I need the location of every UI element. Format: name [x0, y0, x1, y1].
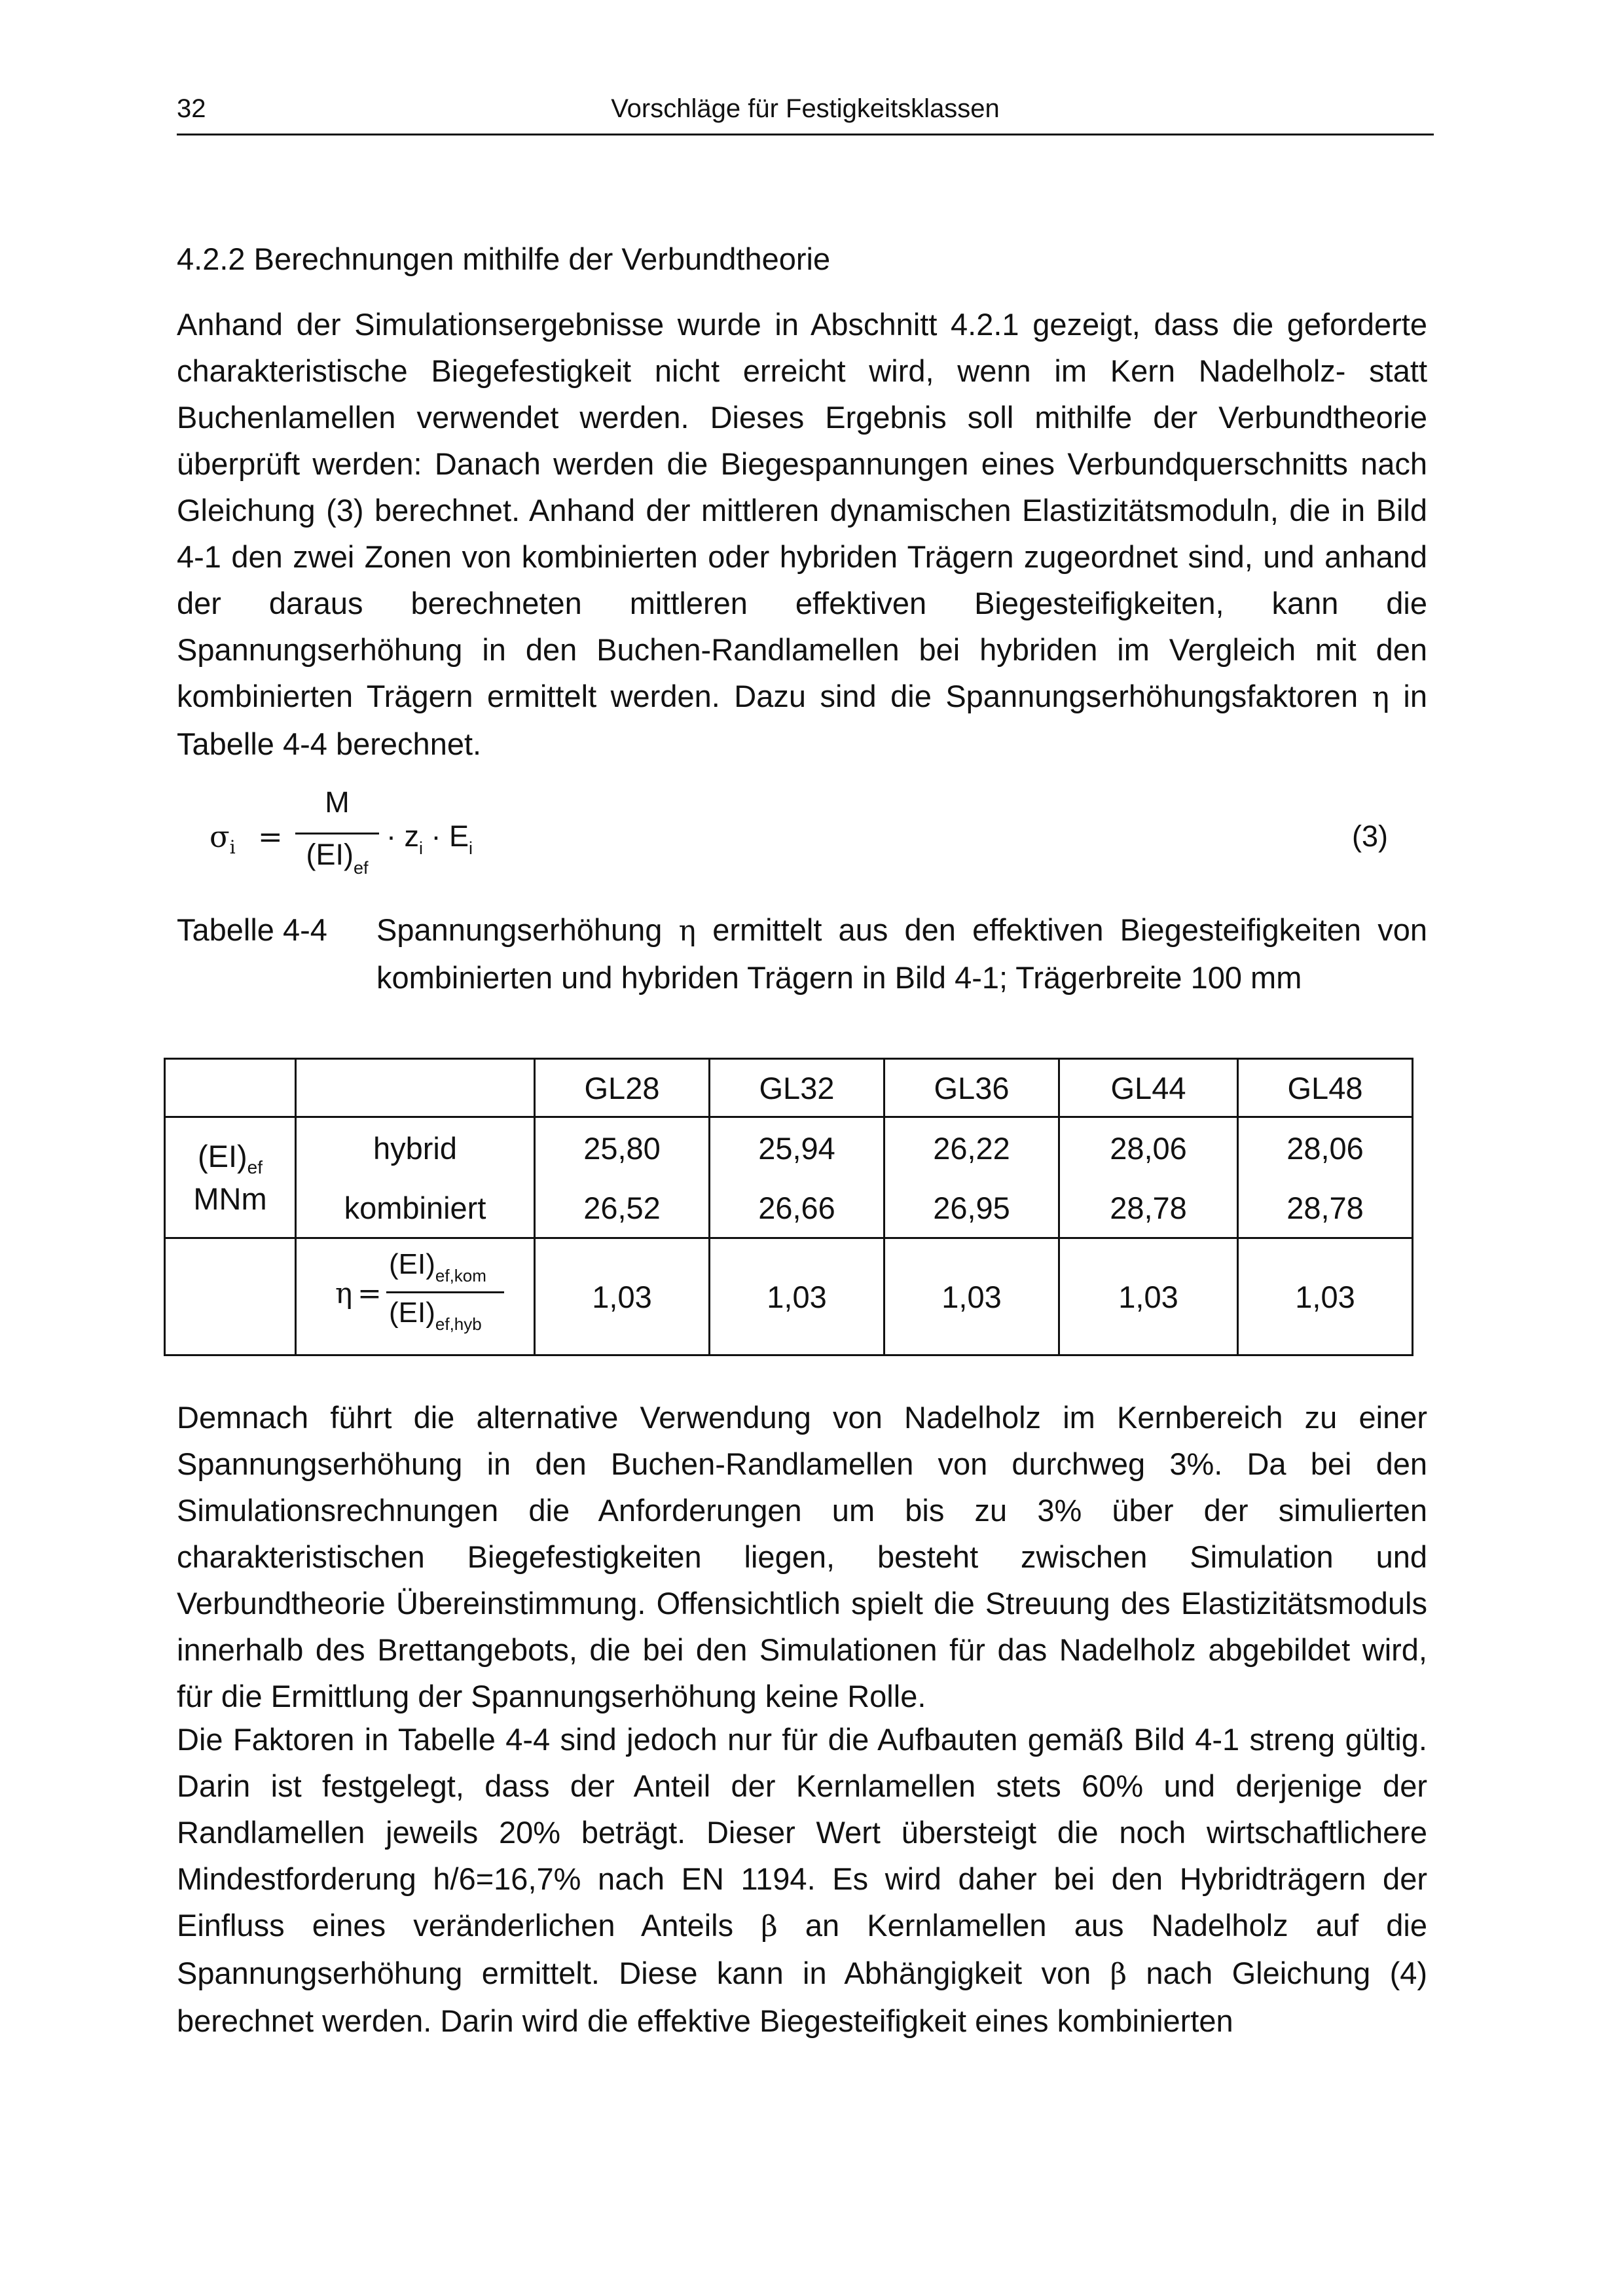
table-cell: 1,03: [710, 1238, 884, 1355]
table-cell: 26,22: [884, 1117, 1059, 1179]
eta-formula-cell: [296, 1238, 535, 1355]
eta-symbol: η: [335, 1276, 353, 1310]
paragraph-1-text-end: in Tabelle 4-4 berechnet.: [177, 679, 1427, 761]
table-cell: 28,78: [1059, 1178, 1238, 1238]
table-row-hybrid: [165, 1117, 1413, 1179]
table-cell: 28,06: [1059, 1117, 1238, 1179]
eta-formula: [317, 1244, 513, 1342]
table-caption-label: Tabelle 4-4: [177, 912, 327, 947]
fraction-bar: [386, 1291, 504, 1293]
equation-equals: =: [258, 819, 283, 854]
table-cell: 26,95: [884, 1178, 1059, 1238]
row-label-ei: $(EI)_{ef}$: [165, 1117, 296, 1179]
table-cell-empty: [296, 1059, 535, 1117]
equation-sigma: $\sigma_i$: [210, 819, 236, 858]
paragraph-3: Die Faktoren in Tabelle 4-4 sind jedoch nur für die Aufbauten gemäß Bild 4-1 streng gültig. Darin ist festgelegt, dass der Anteil der Kernlamellen stets 60% und derjenige der Randlamellen jeweils 20% beträgt. Dieser Wert übersteigt die noch wirtschaftlichere Mindestforderung h/6=16,7% nach EN 1194. Es wird daher bei den Hybridträgern der Einfluss eines veränderlichen Anteils β an Kernlamellen aus Nadelholz auf die Spannungserhöhung ermittelt. Diese kann in Abhängigkeit von β nach Gleichung (4) berechnet werden. Darin wird die effektive Biegesteifigkeit eines kombinierten: [177, 1722, 1428, 2038]
table-cell: 25,80: [535, 1117, 710, 1179]
page-number: 32: [177, 94, 206, 123]
column-header: GL32: [710, 1059, 884, 1117]
column-header: GL44: [1059, 1059, 1238, 1117]
table-cell: 26,66: [710, 1178, 884, 1238]
table-cell: 26,52: [535, 1178, 710, 1238]
equation-3: [210, 785, 1388, 884]
paragraph-1-text: Anhand der Simulationsergebnisse wurde in Abschnitt 4.2.1 gezeigt, dass die geforderte charakteristische Biegefestigkeit nicht erreicht wird, wenn im Kern Nadelholz- statt Buchenlamellen verwendet werden. Dieses Ergebnis soll mithilfe der Verbundtheorie überprüft werden: Danach werden die Biegespannungen eines Verbundquerschnitts nach Gleichung (3) berechnet. Anhand der mittleren dynamischen Elastizitätsmoduln, die in Bild 4-1 den zwei Zonen von kombinierten oder hybriden Trägern zugeordnet sind, und anhand der daraus berechneten mittleren effektiven Biegesteifigkeiten, kann die Spannungserhöhung in den Buchen-Randlamellen bei hybriden im Vergleich mit den kombinierten Trägern ermittelt werden. Dazu sind die Spannungserhöhungsfaktoren: [177, 307, 1427, 713]
table-cell: 1,03: [1059, 1238, 1238, 1355]
table-cell: 28,78: [1238, 1178, 1413, 1238]
header-title: Vorschläge für Festigkeitsklassen: [611, 94, 1000, 123]
table-cell-empty: [165, 1238, 296, 1355]
table-cell: 1,03: [884, 1238, 1059, 1355]
row-label-hybrid: hybrid: [296, 1117, 535, 1179]
table-caption-text: Spannungserhöhung η ermittelt aus den effektiven Biegesteifigkeiten von kombinierten und hybriden Trägern in Bild 4-1; Trägerbreite 100 mm: [376, 912, 1428, 995]
paragraph-1: [177, 301, 1427, 767]
table-row-kombiniert: [165, 1178, 1413, 1238]
formula-numerator: $(EI)_{ef,kom}$: [389, 1247, 486, 1285]
running-header: [177, 94, 1434, 135]
table-4-4: [164, 1058, 1413, 1356]
column-header: GL48: [1238, 1059, 1413, 1117]
table-cell: 25,94: [710, 1117, 884, 1179]
formula-denominator: $(EI)_{ef,hyb}$: [389, 1296, 482, 1334]
row-label-kombiniert: kombiniert: [296, 1178, 535, 1238]
table-row-eta: [165, 1238, 1413, 1355]
column-header: GL28: [535, 1059, 710, 1117]
eta-symbol: η: [1372, 681, 1389, 714]
beta-symbol: β: [1110, 1958, 1127, 1991]
table-cell: 1,03: [535, 1238, 710, 1355]
fraction-bar: [295, 833, 379, 834]
table-cell-empty: [165, 1059, 296, 1117]
table-cell: 28,06: [1238, 1117, 1413, 1179]
row-label-unit: MNm: [165, 1178, 296, 1238]
table-cell: 1,03: [1238, 1238, 1413, 1355]
table-header-row: [165, 1059, 1413, 1117]
equation-number: (3): [1352, 819, 1388, 853]
eta-symbol: η: [678, 914, 697, 948]
formula-equals: =: [357, 1276, 382, 1310]
equation-rest: · $z_i \cdot E_i$: [386, 819, 473, 858]
column-header: GL36: [884, 1059, 1059, 1117]
paragraph-2: Demnach führt die alternative Verwendung von Nadelholz im Kernbereich zu einer Spannungserhöhung in den Buchen-Randlamellen von durchweg 3%. Da bei den Simulationsrechnungen die Anforderungen um bis zu 3% über der simulierten charakteristischen Biegefestigkeiten liegen, besteht zwischen Simulation und Verbundtheorie Übereinstimmung. Offensichtlich spielt die Streuung des Elastizitätsmoduls innerhalb des Brettangebots, die bei den Simulationen für das Nadelholz abgebildet wird, für die Ermittlung der Spannungserhöhung keine Rolle.: [177, 1400, 1427, 1713]
equation-numerator: M: [325, 785, 350, 819]
section-heading: 4.2.2 Berechnungen mithilfe der Verbundtheorie: [177, 242, 831, 276]
beta-symbol: β: [761, 1910, 778, 1943]
equation-denominator: $(EI)_{ef}$: [306, 838, 369, 878]
